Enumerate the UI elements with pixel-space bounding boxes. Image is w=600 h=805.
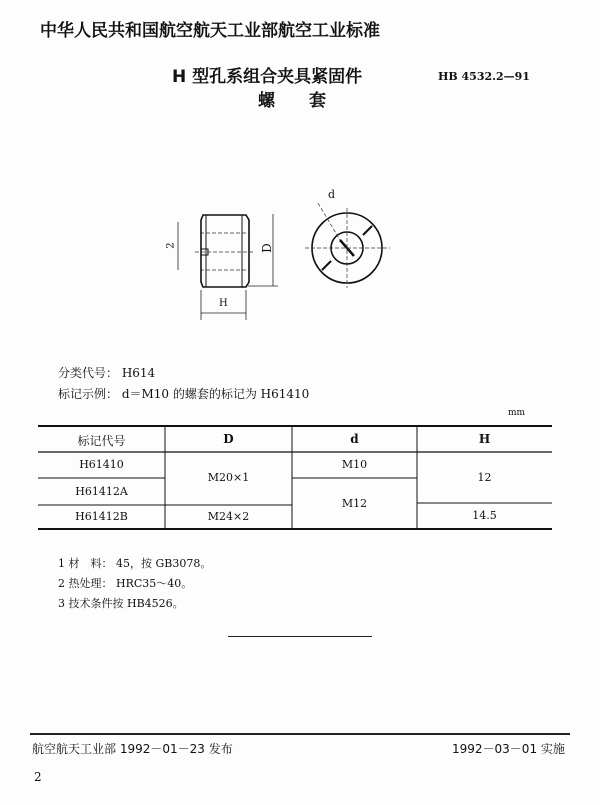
unit-label: mm <box>508 408 526 418</box>
marking-example: 标记示例： d＝M10 的螺套的标记为 H61410 <box>58 387 310 401</box>
end-rule <box>228 636 372 637</box>
note-item: 1 材 料： 45，按 GB3078。 <box>58 557 212 570</box>
dim-H-label: H <box>219 298 228 309</box>
note-item: 2 热处理： HRC35～40。 <box>58 577 193 590</box>
note-item: 3 技术条件按 HB4526。 <box>58 597 184 610</box>
standard-code: HB 4532.2—91 <box>438 70 530 83</box>
code-cell: H61412A <box>75 485 128 498</box>
document-subtitle: 螺 套 <box>258 91 326 111</box>
header-code: 标记代号 <box>77 434 126 448</box>
page-number: 2 <box>34 770 42 784</box>
issued-date: 航空航天工业部 1992－01－23 发布 <box>32 742 233 756</box>
document-title: H 型孔系组合夹具紧固件 <box>172 67 363 87</box>
dim-2-label: 2 <box>165 242 177 249</box>
header-D: D <box>223 432 234 446</box>
org-standard-title: 中华人民共和国航空航天工业部航空工业标准 <box>40 21 380 41</box>
dim-d-label: d <box>328 188 336 201</box>
H-cell: 12 <box>477 471 492 484</box>
effective-date: 1992－03－01 实施 <box>452 742 565 756</box>
footer-rule <box>30 733 570 735</box>
D-cell: M20×1 <box>207 471 250 484</box>
classification-code: 分类代号： H614 <box>58 366 156 380</box>
d-cell: M10 <box>341 458 368 471</box>
dim-D-label: D <box>259 243 274 253</box>
code-cell: H61412B <box>75 510 128 523</box>
d-cell: M12 <box>341 497 368 510</box>
D-cell: M24×2 <box>207 510 250 523</box>
code-cell: H61410 <box>79 458 124 471</box>
H-cell: 14.5 <box>472 509 497 522</box>
header-d: d <box>350 432 359 446</box>
header-H: H <box>478 432 491 446</box>
